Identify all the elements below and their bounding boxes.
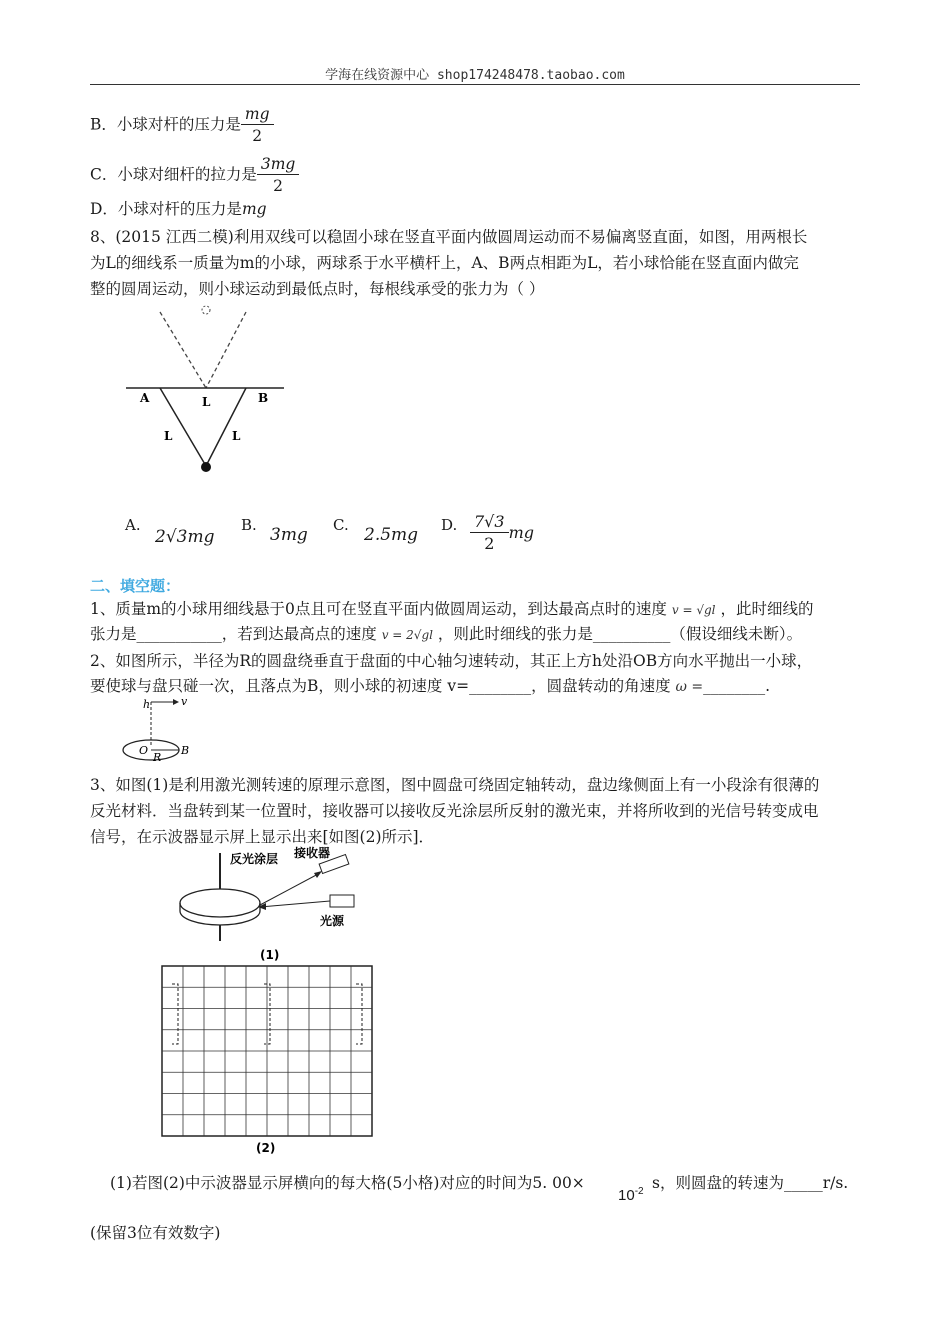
q8-label-l-right: L bbox=[232, 429, 241, 443]
q7-option-c-fraction bbox=[257, 154, 299, 197]
q8-option-a-value: 2√3mg bbox=[155, 527, 215, 547]
q8-label-a: A bbox=[140, 391, 150, 405]
q8-line-1: 8、(2015 江西二模)利用双线可以稳固小球在竖直平面内做圆周运动而不易偏离竖直面，如图，用两根长 bbox=[90, 228, 808, 246]
f3-q1-exp-base: 10 bbox=[618, 1187, 635, 1204]
f1-line-1b: ，此时细线的 bbox=[720, 600, 814, 618]
f3-fig1-caption: (1) bbox=[260, 948, 280, 962]
q8-string-right bbox=[206, 388, 246, 466]
q8-ball-top-dashed bbox=[202, 306, 210, 314]
f3-q1-blank: _____ bbox=[783, 1174, 823, 1192]
q8-option-d-den: 2 bbox=[484, 534, 495, 553]
q8-label-l-left: L bbox=[164, 429, 173, 443]
f2-line-1: 2、如图所示，半径为R的圆盘绕垂直于盘面的中心轴匀速转动，其正上方h处沿OB方向水平抛出一小球， bbox=[90, 652, 813, 670]
f3-q1-text-b: s，则圆盘的转速为 bbox=[652, 1174, 784, 1192]
f3-q1-exp-power: -2 bbox=[634, 1186, 644, 1197]
header-rule bbox=[90, 84, 860, 85]
q8-option-b-value: 3mg bbox=[270, 525, 308, 545]
f3-label-coating: 反光涂层 bbox=[230, 852, 279, 866]
q7-option-b-fraction bbox=[241, 104, 274, 147]
f3-q1-note: (保留3位有效数字) bbox=[90, 1224, 221, 1242]
f3-line-1: 3、如图(1)是利用激光测转速的原理示意图，图中圆盘可绕固定轴转动，盘边缘侧面上有一小段涂有很薄的 bbox=[90, 776, 820, 794]
f2-disc-figure bbox=[115, 694, 205, 766]
q7-option-c-den: 2 bbox=[273, 177, 284, 195]
q8-string-left bbox=[160, 388, 206, 466]
page-header: 学海在线资源中心 shop174248478.taobao.com bbox=[325, 68, 625, 83]
f2-label-r: R bbox=[153, 751, 162, 764]
f3-laser-apparatus-figure bbox=[170, 845, 370, 963]
f3-q1-exponent bbox=[618, 1186, 644, 1204]
section-fill-in-title: 二、填空题： bbox=[90, 577, 181, 595]
f3-line-2: 反光材料．当盘转到某一位置时，接收器可以接收反光涂层所反射的激光束，并将所收到的光信号转变成电 bbox=[90, 802, 819, 820]
f3-label-source: 光源 bbox=[320, 914, 345, 928]
q7-option-d-val: mg bbox=[241, 200, 267, 218]
f2-arrow-head bbox=[173, 699, 179, 705]
f3-pulse-1 bbox=[172, 984, 178, 1044]
f2-line-2a: 要使球与盘只碰一次，且落点为B，则小球的初速度 v= bbox=[90, 677, 470, 695]
f2-line-2b: ，圆盘转动的角速度 bbox=[531, 677, 671, 695]
q8-option-c-value: 2.5mg bbox=[364, 525, 419, 545]
f1-line-1a: 1、质量m的小球用细线悬于0点且可在竖直平面内做圆周运动，到达最高点时的速度 bbox=[90, 600, 667, 618]
q7-option-b-num: mg bbox=[241, 104, 274, 125]
q7-option-b-den: 2 bbox=[252, 127, 263, 145]
q8-line-2: 为L的细线系一质量为m的小球，两球系于水平横杆上，A、B两点相距为L，若小球恰能在竖直面内做完 bbox=[90, 254, 799, 272]
f1-line-2 bbox=[90, 623, 802, 646]
q8-option-d-tail: mg bbox=[508, 523, 534, 542]
q8-option-d-num: 7√3 bbox=[470, 512, 509, 533]
q8-option-d-value bbox=[470, 512, 534, 555]
f1-line-2a: 张力是___________，若到达最高点的速度 bbox=[90, 625, 377, 643]
f3-q1-text-a: (1)若图(2)中示波器显示屏横向的每大格(5小格)对应的时间为5. 00× bbox=[110, 1174, 585, 1192]
q7-option-b-text: B．小球对杆的压力是 bbox=[90, 115, 241, 134]
f2-label-b: B bbox=[181, 744, 190, 757]
f3-q1-text-c: r/s. bbox=[822, 1174, 849, 1192]
f3-line-3: 信号，在示波器显示屏上显示出来[如图(2)所示]． bbox=[90, 828, 435, 846]
q8-line-3: 整的圆周运动，则小球运动到最低点时，每根线承受的张力为（ ） bbox=[90, 280, 545, 298]
f1-line-2b: ，则此时细线的张力是__________（假设细线未断）。 bbox=[437, 625, 803, 643]
f2-label-h: h bbox=[143, 698, 151, 711]
q8-label-l-top: L bbox=[202, 395, 211, 409]
f3-fig2-caption: (2) bbox=[256, 1141, 276, 1155]
q8-pendulum-figure bbox=[120, 300, 290, 480]
f3-reflected-arrow bbox=[314, 871, 322, 878]
q8-label-b: B bbox=[258, 391, 269, 405]
f3-label-receiver: 接收器 bbox=[294, 846, 331, 860]
q8-option-d-fraction bbox=[470, 512, 509, 555]
f3-light-source bbox=[330, 895, 354, 907]
f3-incident-beam bbox=[260, 901, 330, 907]
f3-q1-line-b bbox=[652, 1172, 848, 1194]
q7-option-d-text: D．小球对杆的压力是 bbox=[90, 200, 242, 218]
q8-option-c-label: C. bbox=[333, 516, 349, 534]
q7-option-c bbox=[90, 154, 299, 197]
f1-line-1 bbox=[90, 598, 813, 621]
f1-velocity-2: v = 2√gl bbox=[381, 628, 433, 642]
q8-dashed-line-right bbox=[206, 312, 246, 388]
f2-line-2c: ________. bbox=[703, 677, 771, 695]
q7-option-b bbox=[90, 104, 274, 147]
f2-blank-v: ________ bbox=[469, 677, 532, 695]
f2-label-o: O bbox=[139, 744, 149, 757]
f3-oscilloscope-grid bbox=[162, 966, 372, 1136]
q8-ball bbox=[201, 462, 211, 472]
f3-reflected-beam bbox=[260, 873, 320, 905]
q8-option-d-label: D. bbox=[441, 516, 458, 534]
f2-omega: ω = bbox=[675, 679, 704, 695]
q8-option-b-label: B. bbox=[241, 516, 257, 534]
f3-oscilloscope-screen bbox=[160, 964, 376, 1160]
q7-option-c-num: 3mg bbox=[257, 154, 299, 175]
f3-disc-top bbox=[180, 889, 260, 917]
q8-option-a-label: A. bbox=[125, 516, 141, 534]
q8-dashed-line-left bbox=[160, 312, 206, 388]
f2-label-v: v bbox=[181, 695, 188, 708]
q7-option-d bbox=[90, 198, 267, 220]
f1-velocity-1: v = √gl bbox=[671, 603, 716, 617]
f3-q1-line bbox=[110, 1172, 585, 1194]
f3-pulse-3 bbox=[356, 984, 362, 1044]
q7-option-c-text: C．小球对细杆的拉力是 bbox=[90, 165, 257, 184]
